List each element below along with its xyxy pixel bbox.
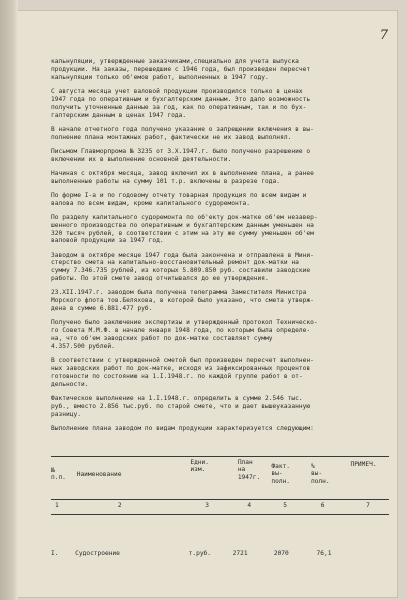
row-fact: 2070 bbox=[273, 550, 289, 557]
paragraph-ship-repair: По разделу капитального судоремонта по об'екту док-матке об'ем незавер- шенного производства по оперативным и бухгалтерским данным уменьшен на 320 тысяч рублей, в соответствии с этим на эту же сумму уменьшен об'ем валовой продукции за 1947 год. bbox=[51, 213, 318, 245]
column-number: 3 bbox=[205, 502, 209, 509]
column-number: 4 bbox=[247, 502, 252, 509]
row-note bbox=[353, 550, 389, 557]
paragraph-table-intro: Выполнение плана заводом по видам продукции характеризуется следующим: bbox=[51, 424, 314, 432]
paragraph-installation-ban: В начале отчетного года получено указание о запрещении включения в вы- полнение плана монтажных работ, фактически не их завод выполнял. bbox=[51, 125, 314, 141]
page-number: 7 bbox=[379, 28, 388, 43]
paragraph-form-1a: По форме I-a и по годовому отчету товарная продукция по всем видам и валова по всем видам, кроме капитального судоремонта. bbox=[51, 191, 307, 207]
paragraph-october-inclusion: Начиная с октября месяца, завод включил их в выполнение плана, а ранее выполненные работы на сумму 101 т.р. включены в разрезе года. bbox=[51, 169, 314, 185]
column-number: 5 bbox=[283, 502, 288, 509]
paragraph-august-accounting: С августа месяца учет валовой продукции производился только в ценах 1947 года по оперативным и бухгалтерским данным. Это дало возможность получить уточненные данные за год, как по оперативным, так и по бух- галтерским данным в ценах 1947 года. bbox=[51, 87, 311, 119]
row-percent: 76,1 bbox=[316, 550, 332, 557]
header-percent: % вы- полн. bbox=[310, 463, 330, 485]
document-page bbox=[16, 10, 398, 598]
header-num: № п.п. bbox=[51, 467, 66, 482]
header-plan: План на 1947г. bbox=[237, 459, 261, 481]
paragraph-recalculation: В соответствии с утвержденной сметой был произведен пересчет выполнен- ных заводских работ по док-матке, исходя из зафиксированных процентов готовности по состоянию на 1.I.1948.г. по каждой группе работ в от- дельности. bbox=[51, 357, 314, 388]
row-name: Судостроение bbox=[75, 550, 120, 557]
paragraph-expert-conclusion: Получено было заключение экспертизы и утвержденный протокол Техническо- го Совета М.М.Ф. в начале января 1948 года, по которым была определе- на, что об'ем заводских работ по док-матке составляет сумму 4.357.500 рублей. bbox=[51, 319, 318, 350]
paragraph-glavmorprom-letter: Письмом Главморпрома № 3235 от 3.Х.1947.г. было получено разрешение о включении их в выполнение основной деятельности. bbox=[51, 147, 311, 163]
body-text bbox=[51, 58, 389, 439]
table-row bbox=[51, 550, 389, 557]
header-name: Наименование bbox=[76, 471, 122, 478]
column-number: 1 bbox=[55, 502, 59, 509]
table-column-numbers bbox=[51, 500, 389, 514]
paragraph-actual-execution: Фактическое выполнение на 1.I.1948.г. определить в сумме 2.546 тыс. руб., вместо 2.856 тыс.руб. по старой смете, что и дает вышеуказанную разницу. bbox=[51, 394, 311, 418]
row-plan: 2721 bbox=[232, 550, 248, 557]
column-number: 7 bbox=[366, 502, 370, 509]
header-fact: Факт. вы- полн. bbox=[271, 463, 291, 485]
header-note: ПРИМЕЧ. bbox=[350, 461, 377, 468]
paragraph-calculation: кальнуляции, утвержденные заказчиками,специально для учета выпуска продукции. На заказы, перешедшие с 1946 года, был произведен пересчет кальнуляции только об'емов работ, выполненных в 1947 году. bbox=[51, 58, 311, 81]
row-unit: т.руб. bbox=[188, 550, 211, 557]
column-number: 6 bbox=[320, 502, 325, 509]
row-num: I. bbox=[51, 550, 59, 557]
column-number: 2 bbox=[117, 502, 122, 509]
production-plan-table bbox=[51, 456, 389, 557]
header-unit: Едни. изм. bbox=[190, 459, 210, 474]
paragraph-estimate-sent: Заводом в октябре месяце 1947 года была закончена и отправлена в Мини- стерство смета на капитально-восстановительный ремонт док-матки на сумму 7.346.735 рублей, из которых 5.809.850 руб. составили заводские работы. По этой смете завод отчитывался до ее утверждения. bbox=[51, 251, 314, 283]
table-header-row bbox=[51, 457, 389, 499]
table-numbers-rule bbox=[51, 514, 389, 515]
paragraph-telegram: 23.XII.1947.г. заводом была получена телеграмма Заместителя Министра Морского флота тов.Беляхова, в которой было указано, что смета утверж- дена в сумме 6.881.477 руб. bbox=[51, 289, 314, 313]
